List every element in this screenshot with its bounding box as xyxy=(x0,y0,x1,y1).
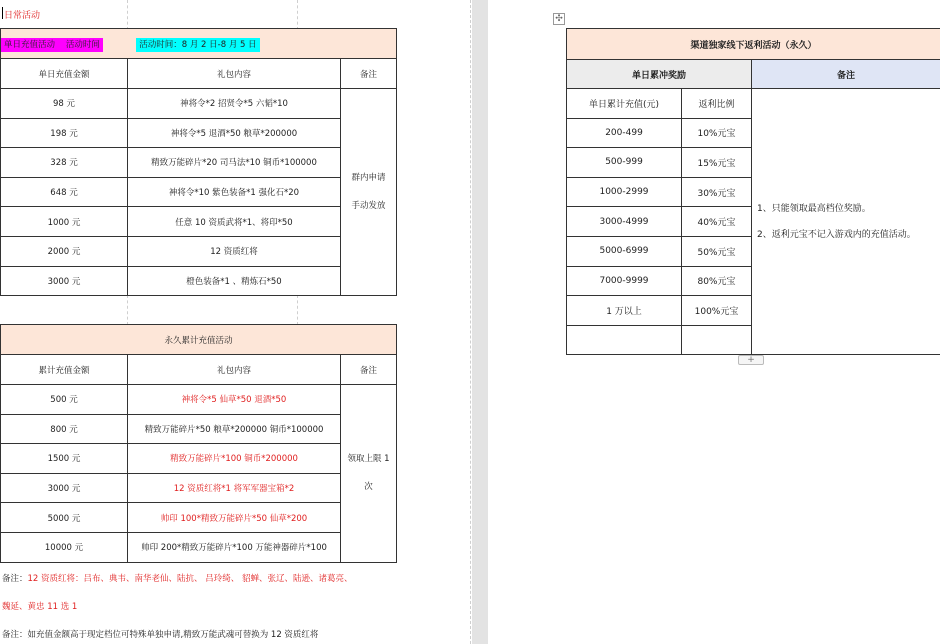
gift-content-cell: 神将令*10 紫色装备*1 强化石*20 xyxy=(128,177,341,207)
rebate-ratio-cell: 100%元宝 xyxy=(682,296,752,326)
recharge-amount-cell: 2000 元 xyxy=(1,236,128,266)
recharge-range-cell: 500-999 xyxy=(567,148,682,178)
gift-content-cell: 神将令*5 仙草*50 退酒*50 xyxy=(128,385,341,415)
column-header: 礼包内容 xyxy=(128,355,341,385)
add-row-button[interactable]: + xyxy=(738,355,764,365)
recharge-amount-cell: 648 元 xyxy=(1,177,128,207)
table-row xyxy=(1,266,397,296)
recharge-range-cell: 5000-6999 xyxy=(567,236,682,266)
gift-content-cell: 帅印 200*精致万能碎片*100 万能神器碎片*100 xyxy=(128,532,341,562)
cumulative-amount-cell: 1500 元 xyxy=(1,444,128,474)
rebate-ratio-cell: 40%元宝 xyxy=(682,207,752,237)
rebate-table xyxy=(566,28,940,355)
gift-content-cell: 精致万能碎片*20 司马法*10 铜币*100000 xyxy=(128,148,341,178)
gift-content-cell: 精致万能碎片*100 铜币*200000 xyxy=(128,444,341,474)
table-move-handle-icon[interactable]: ✣ xyxy=(553,13,565,25)
page-edge-guide xyxy=(470,0,471,644)
rebate-ratio-cell: 80%元宝 xyxy=(682,266,752,296)
page-gutter xyxy=(472,0,488,644)
margin-guide xyxy=(127,295,128,325)
recharge-amount-cell: 328 元 xyxy=(1,148,128,178)
cumulative-amount-cell: 500 元 xyxy=(1,385,128,415)
gift-content-cell: 神将令*5 退酒*50 粮草*200000 xyxy=(128,118,341,148)
remark-line: 领取上限 1 xyxy=(347,454,390,465)
table-row xyxy=(1,385,397,415)
rebate-title: 渠道独家线下返利活动（永久） xyxy=(567,29,940,60)
table-row xyxy=(1,236,397,266)
remark-cell xyxy=(341,385,397,563)
daily-activity-title: 日常活动 xyxy=(4,11,41,21)
rebate-remarks-cell xyxy=(752,89,940,355)
table-row xyxy=(1,177,397,207)
recharge-range-cell: 7000-9999 xyxy=(567,266,682,296)
red-general-note-continued: 魏延、黄忠 11 选 1 xyxy=(2,602,78,612)
rebate-ratio-cell: 10%元宝 xyxy=(682,118,752,148)
table-row xyxy=(1,89,397,119)
gift-content-cell: 12 资质红将 xyxy=(128,236,341,266)
column-header: 单日充值金额 xyxy=(1,59,128,89)
recharge-range-cell: 1 万以上 xyxy=(567,296,682,326)
column-header: 备注 xyxy=(341,59,397,89)
table-row xyxy=(1,118,397,148)
table-title-row xyxy=(1,325,397,355)
banner-cell xyxy=(1,29,397,59)
text-cursor xyxy=(2,7,3,19)
column-header: 备注 xyxy=(341,355,397,385)
table-row xyxy=(1,473,397,503)
table-header-row xyxy=(1,355,397,385)
margin-guide xyxy=(127,0,128,30)
recharge-range-cell: 1000-2999 xyxy=(567,177,682,207)
recharge-range-cell xyxy=(567,325,682,355)
recharge-range-cell: 200-499 xyxy=(567,118,682,148)
remark-line: 次 xyxy=(364,482,373,493)
remark-line: 手动发放 xyxy=(351,201,386,212)
recharge-amount-cell: 3000 元 xyxy=(1,266,128,296)
table-subheader-row xyxy=(567,60,940,89)
margin-guide xyxy=(297,0,298,30)
daily-recharge-table xyxy=(0,58,397,296)
margin-guide xyxy=(297,295,298,325)
red-general-note: 备注：12 资质红将：吕布、典韦、南华老仙、陆抗、 吕玲绮、 貂蝉、张辽、陆逊、诸葛亮、 xyxy=(2,574,353,584)
cumulative-amount-cell: 10000 元 xyxy=(1,532,128,562)
table-row xyxy=(1,503,397,533)
gift-content-cell: 橙色装备*1 、精炼石*50 xyxy=(128,266,341,296)
rebate-remark-line: 2、返利元宝不记入游戏内的充值活动。 xyxy=(757,229,916,240)
cumulative-amount-cell: 5000 元 xyxy=(1,503,128,533)
rebate-ratio-cell: 15%元宝 xyxy=(682,148,752,178)
column-header: 单日累计充值(元) xyxy=(567,89,682,119)
recharge-range-cell: 3000-4999 xyxy=(567,207,682,237)
single-day-activity-label: 单日充值活动 活动时间 xyxy=(1,38,103,52)
banner-table xyxy=(0,28,397,59)
column-header: 礼包内容 xyxy=(128,59,341,89)
cumulative-recharge-table xyxy=(0,324,397,563)
remark-cell xyxy=(341,89,397,296)
gift-content-cell: 帅印 100*精致万能碎片*50 仙草*200 xyxy=(128,503,341,533)
gift-content-cell: 12 资质红将*1 将军军器宝箱*2 xyxy=(128,473,341,503)
rebate-ratio-cell xyxy=(682,325,752,355)
rebate-remark-line: 1、只能领取最高档位奖励。 xyxy=(757,203,871,214)
recharge-amount-cell: 198 元 xyxy=(1,118,128,148)
recharge-exchange-note: 备注：如充值金额高于现定档位可特殊单独申请,精致万能武魂可替换为 12 资质红将 xyxy=(2,630,319,640)
column-header: 累计充值金额 xyxy=(1,355,128,385)
table-header-row xyxy=(567,89,940,119)
recharge-amount-cell: 98 元 xyxy=(1,89,128,119)
table-row xyxy=(1,207,397,237)
remark-header: 备注 xyxy=(752,60,940,89)
table-header-row xyxy=(1,59,397,89)
daily-cumulative-reward-header: 单日累冲奖励 xyxy=(567,60,752,89)
rebate-ratio-cell: 50%元宝 xyxy=(682,236,752,266)
column-header: 返利比例 xyxy=(682,89,752,119)
table-row xyxy=(1,414,397,444)
cumulative-amount-cell: 3000 元 xyxy=(1,473,128,503)
activity-time-label: 活动时间：8 月 2 日-8 月 5 日 xyxy=(136,38,259,52)
cumulative-amount-cell: 800 元 xyxy=(1,414,128,444)
table-row xyxy=(1,148,397,178)
table-title-row xyxy=(567,29,940,60)
recharge-amount-cell: 1000 元 xyxy=(1,207,128,237)
remark-line: 群内申请 xyxy=(351,173,386,184)
table-row xyxy=(1,532,397,562)
table-title: 永久累计充值活动 xyxy=(1,325,397,355)
gift-content-cell: 精致万能碎片*50 粮草*200000 铜币*100000 xyxy=(128,414,341,444)
gift-content-cell: 神将令*2 招贤令*5 六韬*10 xyxy=(128,89,341,119)
table-row xyxy=(1,444,397,474)
gift-content-cell: 任意 10 资质武将*1、将印*50 xyxy=(128,207,341,237)
rebate-ratio-cell: 30%元宝 xyxy=(682,177,752,207)
